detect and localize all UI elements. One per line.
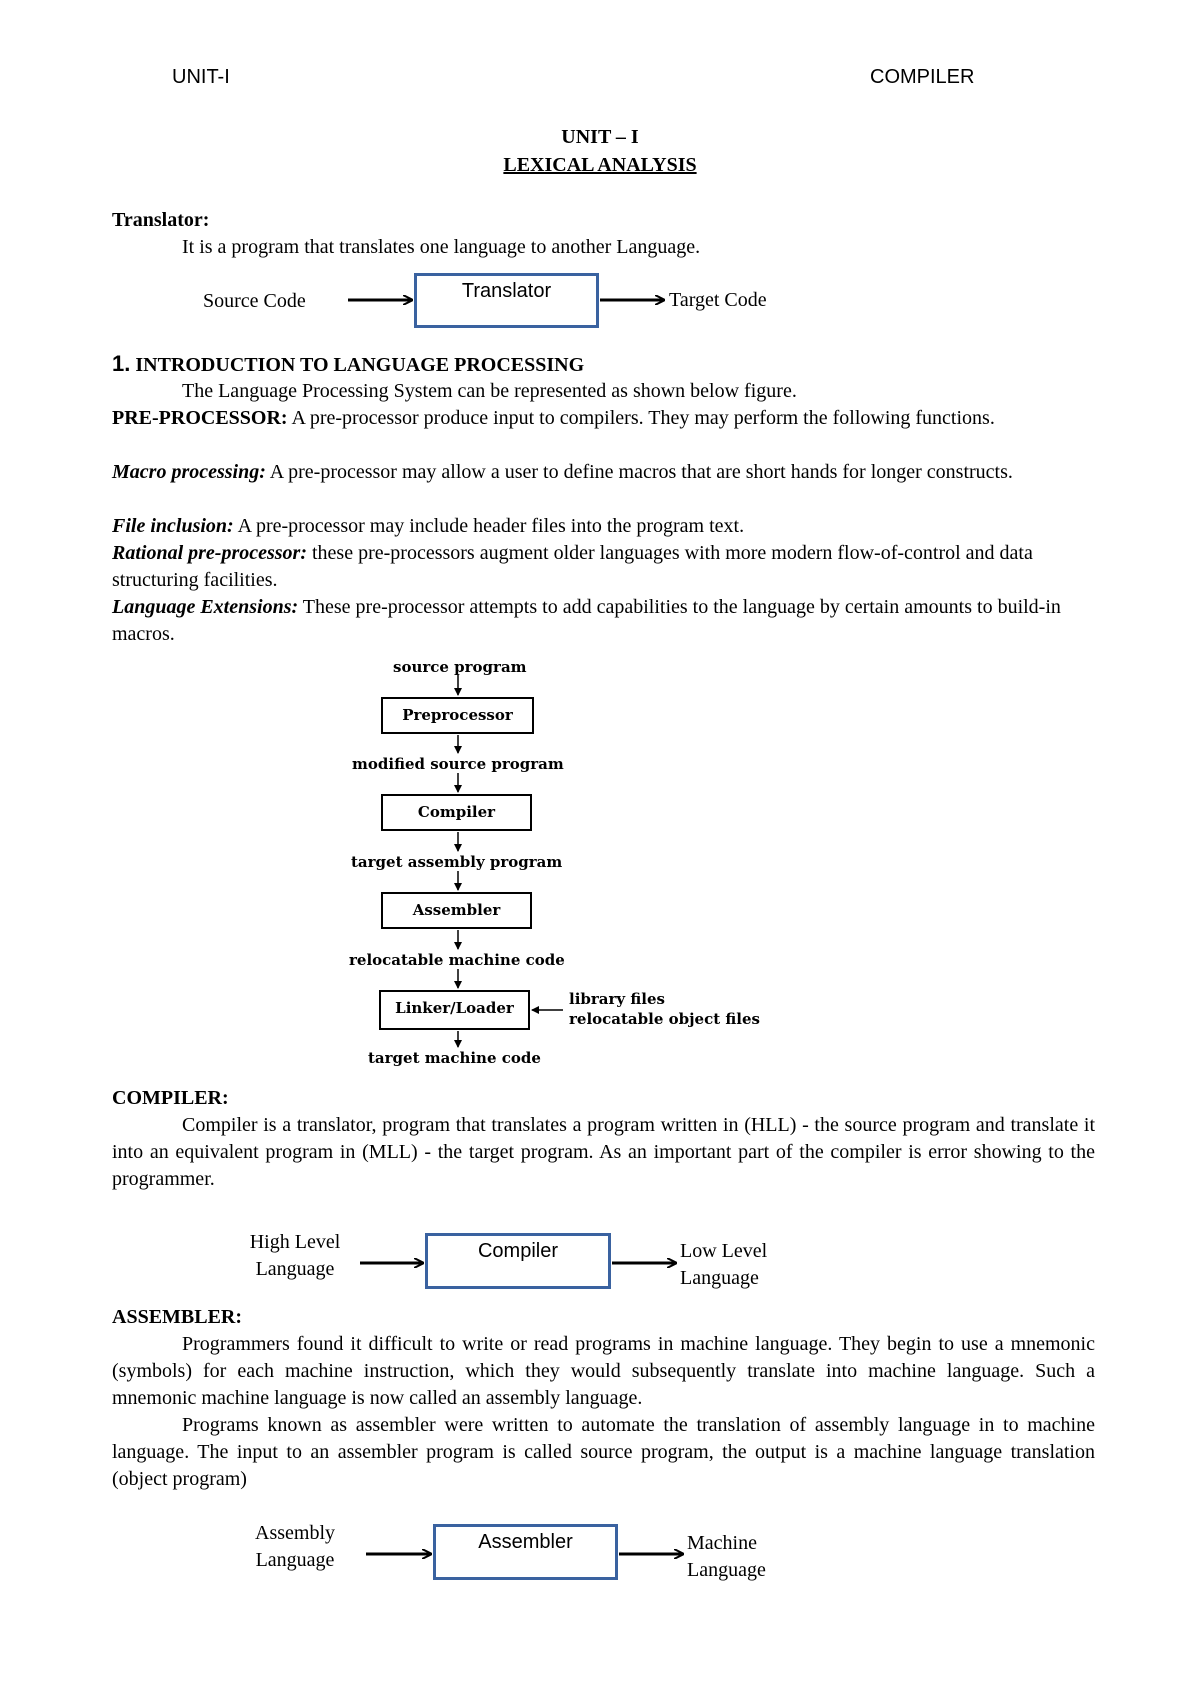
pipeline-target-machine-label: target machine code [368, 1049, 541, 1067]
unit-title: UNIT – I [561, 126, 639, 148]
macro-text: A pre-processor may allow a user to define macros that are short hands for longer constructs. [265, 461, 1013, 483]
preprocessor-text: A pre-processor produce input to compilers. They may perform the following functions. [287, 407, 995, 429]
section-number: 1. [112, 351, 131, 376]
compiler-box-label: Compiler [477, 1240, 559, 1262]
compiler-input-line1: High Level [249, 1231, 341, 1253]
assembler-paragraph-2: Programs known as assembler were written to automate the translation of assembly language in to machine language. The input to an assembler program is called source program, the output is a machine language translation (object program) [112, 1414, 1095, 1490]
file-text: A pre-processor may include header files into the program text. [233, 515, 745, 537]
translator-box-label: Translator [461, 280, 552, 302]
macro-term: Macro processing: [112, 461, 266, 483]
translator-input-label: Source Code [203, 290, 306, 312]
preprocessor-term: PRE-PROCESSOR: [112, 407, 288, 429]
section-intro: The Language Processing System can be represented as shown below figure. [182, 380, 797, 402]
pipeline-preprocessor-label: Preprocessor [402, 706, 513, 724]
pipeline-library-label: library files [569, 990, 665, 1008]
assembler-output-line1: Machine [687, 1532, 757, 1554]
topic-title: LEXICAL ANALYSIS [503, 154, 697, 176]
compiler-output-line1: Low Level [680, 1240, 768, 1262]
pipeline-compiler-label: Compiler [417, 803, 496, 821]
pipeline-relocatable-label: relocatable machine code [349, 951, 565, 969]
compiler-heading: COMPILER: [112, 1087, 229, 1109]
pipeline-target-asm-label: target assembly program [351, 853, 563, 871]
assembler-output-line2: Language [687, 1559, 766, 1581]
file-term: File inclusion: [112, 515, 234, 537]
translator-heading: Translator: [112, 209, 210, 231]
assembler-heading: ASSEMBLER: [112, 1306, 243, 1328]
extensions-term: Language Extensions: [112, 596, 299, 618]
rational-text: these pre-processors augment older languages with more modern flow-of-control and data structuring facilities. [112, 542, 1033, 591]
pipeline-linker-label: Linker/Loader [395, 999, 514, 1017]
compiler-input-line2: Language [255, 1258, 335, 1280]
extensions-text: These pre-processor attempts to add capabilities to the language by certain amounts to build-in macros. [112, 596, 1061, 645]
assembler-input-line1: Assembly [255, 1522, 335, 1544]
pipeline-reloc-obj-label: relocatable object files [569, 1010, 760, 1028]
section-title: INTRODUCTION TO LANGUAGE PROCESSING [135, 354, 585, 376]
translator-output-label: Target Code [669, 289, 767, 311]
pipeline-assembler-label: Assembler [412, 901, 501, 919]
assembler-box-label: Assembler [478, 1531, 573, 1553]
assembler-input-line2: Language [255, 1549, 335, 1571]
pipeline-source-label: source program [393, 658, 527, 676]
compiler-paragraph: Compiler is a translator, program that translates a program written in (HLL) - the source program and translate it into an equivalent program in (MLL) - the target program. As an important part of the compiler is error showing to the programmer. [112, 1114, 1095, 1190]
pipeline-modified-label: modified source program [352, 755, 564, 773]
header-unit: UNIT-I [172, 66, 230, 88]
compiler-output-line2: Language [680, 1267, 759, 1289]
rational-term: Rational pre-processor: [112, 542, 307, 564]
header-subject: COMPILER [870, 66, 975, 88]
assembler-paragraph-1: Programmers found it difficult to write or read programs in machine language. They begin to use a mnemonic (symbols) for each machine instruction, which they would subsequently translate into machine language. Such a mnemonic machine language is now called an assembly language. [112, 1333, 1095, 1409]
translator-definition: It is a program that translates one language to another Language. [182, 236, 701, 258]
